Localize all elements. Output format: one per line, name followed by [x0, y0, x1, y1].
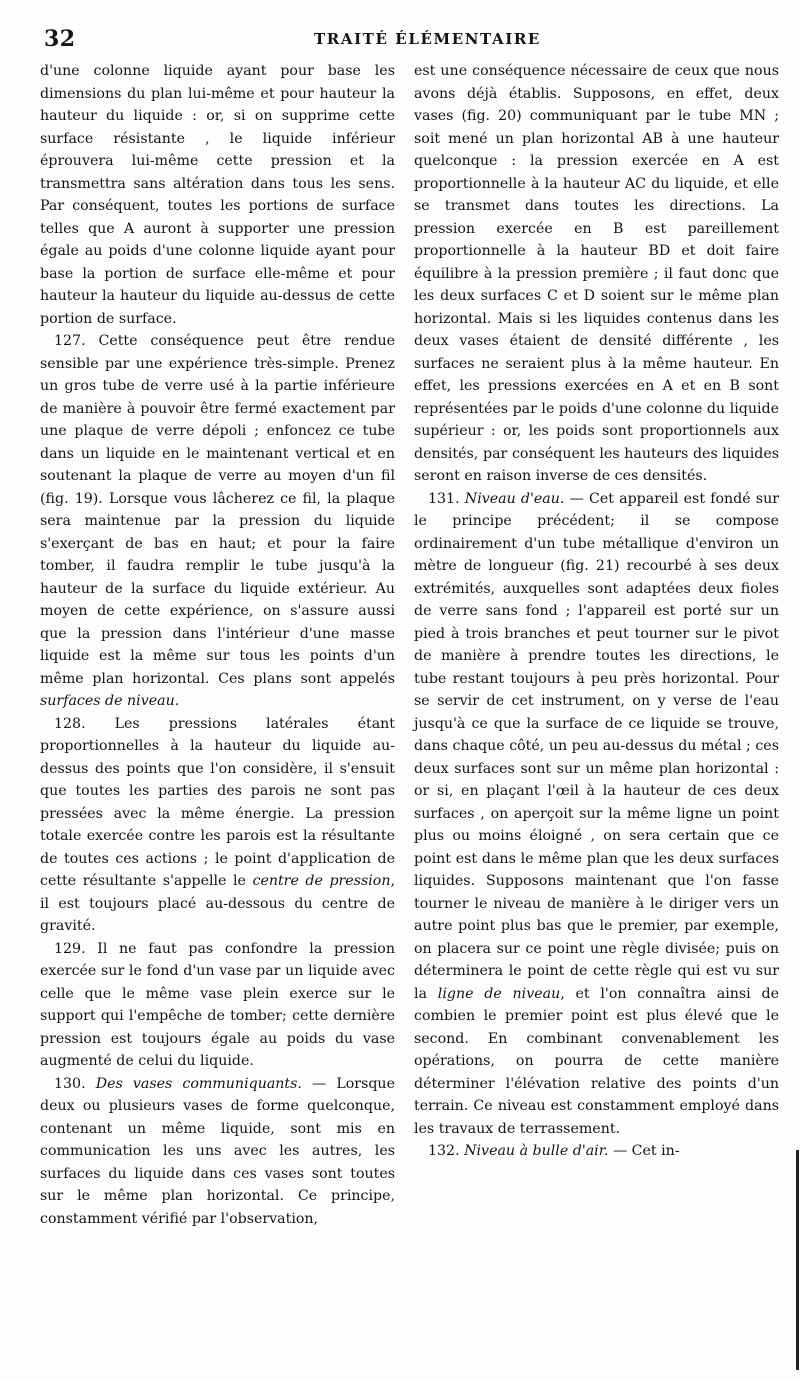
paragraph-129: 129. Il ne faut pas confondre la pression exercée sur le fond d'un vase par un liquide avec celle que le même vase plein exerce sur le support qui l'empêche de tomber; cette dernière pression est toujours égale au poids du vase augmenté de celui du liquide.: [40, 940, 395, 1069]
running-title: TRAITÉ ÉLÉMENTAIRE: [314, 30, 541, 48]
section-title-niveau-a-bulle: Niveau à bulle d'air.: [464, 1143, 609, 1159]
section-title-niveau-d-eau: Niveau d'eau.: [464, 490, 565, 507]
right-column: [414, 60, 779, 1163]
page-edge-shadow: [796, 1150, 799, 1370]
term-ligne-de-niveau: ligne de niveau: [437, 985, 561, 1002]
paragraph-130: 130. Des vases communiquants. — Lorsque deux ou plusieurs vases de forme quelconque, contenant un même liquide, sont mis en communication les uns avec les autres, les surfaces du liquide dans ces vases sont toutes sur le même plan horizontal. Ce principe, constamment vérifié par l'observation,: [40, 1075, 395, 1227]
paragraph-130-continuation: est une conséquence nécessaire de ceux que nous avons déjà établis. Supposons, en effet, deux vases (fig. 20) communiquant par le tube MN ; soit mené un plan horizontal AB à une hauteur quelconque : la pression exercée en A est proportionnelle à la hauteur AC du liquide, et elle se transmet dans toutes les directions. La pression exercée en B est pareillement proportionnelle à la hauteur BD et doit faire équilibre à la pression première ; il faut donc que les deux surfaces C et D soient sur le même plan horizontal. Mais si les liquides contenus dans les deux vases étaient de densité différente , les surfaces ne seraient plus à la même hauteur. En effet, les pressions exercées en A et en B sont représentées par le poids d'une colonne du liquide supérieur : or, les poids sont proportionnels aux densités, par conséquent les hauteurs des liquides seront en raison inverse de ces densités.: [414, 63, 779, 484]
page-number: 32: [44, 26, 76, 52]
paragraph-continuation: d'une colonne liquide ayant pour base les dimensions du plan lui-même et pour hauteur la hauteur du liquide : or, si on supprime cette surface résistante , le liquide inférieur éprouvera lui-même cette pression et la transmettra sans altération dans tous les sens. Par conséquent, toutes les portions de surface telles que A auront à supporter une pression égale au poids d'une colonne liquide ayant pour base la portion de surface elle-même et pour hauteur la hauteur du liquide au-dessus de cette portion de surface.: [40, 63, 395, 327]
left-column: [40, 60, 395, 1230]
term-centre-de-pression: centre de pression: [252, 873, 391, 889]
paragraph-128: 128. Les pressions latérales étant proportionnelles à la hauteur du liquide au-dessus des points que l'on considère, il s'ensuit que toutes les parties des parois ne sont pas pressées avec la même énergie. La pression totale exercée contre les parois est la résultante de toutes ces actions ; le point d'application de cette résultante s'appelle le centre de pression, il est toujours placé au-dessous du centre de gravité.: [40, 715, 395, 934]
term-surfaces-de-niveau: surfaces de niveau.: [40, 693, 180, 709]
section-title-vases-communiquants: Des vases communiquants.: [95, 1075, 302, 1092]
page-header: [44, 26, 781, 52]
paragraph-131: 131. Niveau d'eau. — Cet appareil est fondé sur le principe précédent; il se compose ordinairement d'un tube métallique d'environ un mètre de longueur (fig. 21) recourbé à ses deux extrémités, auxquelles sont adaptées deux fioles de verre sans fond ; l'appareil est porté sur un pied à trois branches et peut tourner sur le pivot de manière à prendre toutes les directions, le tube restant toujours à peu près horizontal. Pour se servir de cet instrument, on y verse de l'eau jusqu'à ce que la surface de ce liquide se trouve, dans chaque côté, un peu au-dessus du métal ; ces deux surfaces sont sur un même plan horizontal : or si, en plaçant l'œil à la hauteur de ces deux surfaces , on aperçoit sur la même ligne un point plus ou moins éloigné , on sera certain que ce point est dans le même plan que les deux surfaces liquides. Supposons maintenant que l'on fasse tourner le niveau de manière à le diriger vers un autre point plus bas que le premier, par exemple, on placera sur ce point une règle divisée; puis on déterminera le point de cette règle qui est vu sur la ligne de niveau, et l'on connaîtra ainsi de combien le premier point est plus élevé que le second. En combinant convenablement les opérations, on pourra de cette manière déterminer l'élévation relative des points d'un terrain. Ce niveau est constamment employé dans les travaux de terrassement.: [414, 490, 779, 1137]
paragraph-132: 132. Niveau à bulle d'air. — Cet in-: [428, 1143, 680, 1159]
paragraph-127: 127. Cette conséquence peut être rendue sensible par une expérience très-simple. Prenez un gros tube de verre usé à la partie inférieure de manière à pouvoir être fermé exactement par une plaque de verre dépoli ; enfoncez ce tube dans un liquide en le maintenant vertical et en soutenant la plaque de verre au moyen d'un fil (fig. 19). Lorsque vous lâcherez ce fil, la plaque sera maintenue par la pression du liquide s'exerçant de bas en haut; et pour la faire tomber, il faudra remplir le tube jusqu'à la hauteur de la surface du liquide extérieur. Au moyen de cette expérience, on s'assure aussi que la pression dans l'intérieur d'une masse liquide est la même sur tous les points d'un même plan horizontal. Ces plans sont appelés surfaces de niveau.: [40, 333, 395, 709]
